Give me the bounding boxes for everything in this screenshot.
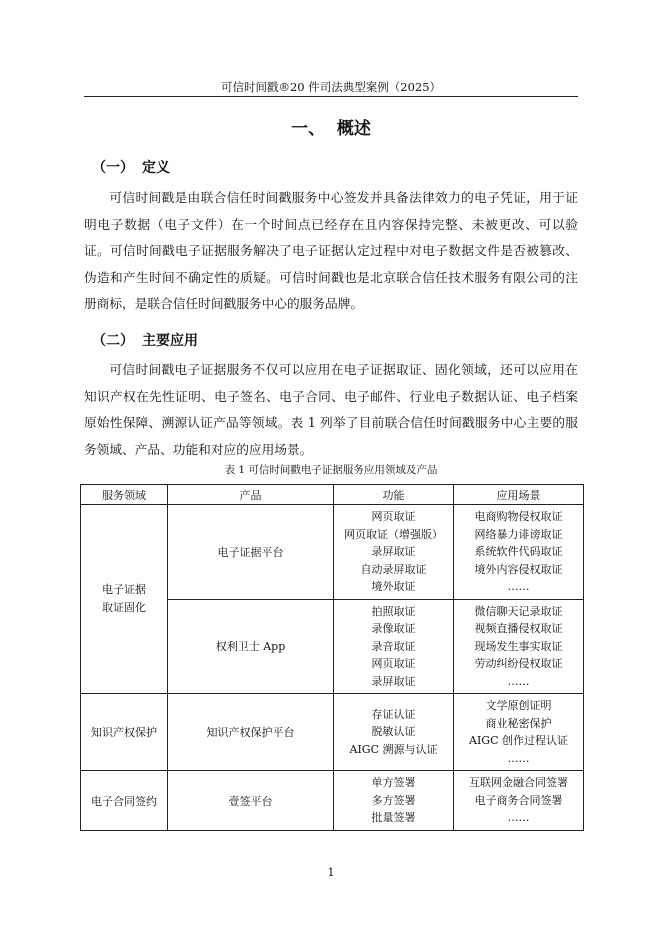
domain-cell: 知识产权保护 (81, 694, 168, 771)
domain-cell: 电子证据 取证固化 (81, 505, 168, 694)
column-header: 服务领域 (81, 485, 168, 505)
scenarios-cell (454, 505, 584, 600)
function-item: 批量签署 (371, 811, 416, 825)
scenario-item: 劳动纠纷侵权取证 (474, 657, 563, 670)
running-header: 可信时间戳®20 件司法典型案例（2025） (220, 80, 442, 94)
functions-cell (334, 771, 454, 831)
scenario-item: 互联网金融合同签署 (469, 776, 568, 790)
section-number: （一） (92, 160, 134, 176)
page-title: 一、 概述 (291, 119, 371, 139)
scenarios-cell (454, 771, 584, 831)
function-item: 单方签署 (371, 776, 416, 790)
service-table (80, 484, 584, 831)
section-heading-text: 主要应用 (142, 333, 198, 349)
functions-cell (334, 505, 454, 600)
table-caption: 表 1 可信时间戳电子证据服务应用领域及产品 (224, 464, 438, 476)
table-row (81, 694, 584, 771)
scenario-item: …… (507, 811, 530, 825)
section-number: （二） (92, 333, 134, 349)
column-header: 功能 (334, 485, 454, 505)
scenario-item: 商业秘密保护 (485, 716, 552, 730)
scenario-item: 网络暴力诽谤取证 (474, 527, 563, 541)
scenario-item: …… (507, 580, 530, 593)
function-item: 境外取证 (371, 580, 416, 593)
table-header-row (81, 485, 584, 505)
page-number: 1 (327, 866, 335, 879)
functions-cell (334, 694, 454, 771)
function-item: 网页取证（增强版） (344, 527, 443, 541)
product-cell: 知识产权保护平台 (168, 694, 334, 771)
applications-paragraph: 可信时间戳电子证据服务不仅可以应用在电子证据取证、固化领域，还可以应用在知识产权在先性证明、电子签名、电子合同、电子邮件、行业电子数据认证、电子档案原始性保障、溯源认证产品等领域。表 1 列举了目前联合信任时间戳服务中心主要的服务领域、产品、功能和对应的应用场景。 (84, 362, 578, 457)
function-item: 网页取证 (371, 510, 416, 523)
function-item: 多方签署 (371, 793, 416, 807)
section-heading-definition (92, 157, 170, 177)
product-cell: 电子证据平台 (168, 505, 334, 600)
function-item: 自动录屏取证 (360, 562, 427, 576)
scenario-item: 境外内容侵权取证 (474, 562, 563, 576)
section-heading-applications (92, 330, 198, 350)
function-item: AIGC 溯源与认证 (349, 742, 438, 756)
function-item: 网页取证 (371, 657, 416, 670)
function-item: 录像取证 (371, 622, 416, 635)
scenarios-cell (454, 694, 584, 771)
scenario-item: 微信聊天记录取证 (474, 604, 563, 618)
function-item: 存证认证 (371, 707, 416, 721)
scenario-item: 系统软件代码取证 (474, 545, 563, 558)
function-item: 录音取证 (371, 639, 416, 653)
function-item: 录屏取证 (371, 674, 416, 688)
scenario-item: …… (507, 751, 530, 765)
header-divider (84, 96, 578, 97)
column-header: 产品 (168, 485, 334, 505)
function-item: 录屏取证 (371, 545, 416, 558)
section-heading-text: 定义 (142, 160, 170, 176)
function-item: 脱敏认证 (371, 725, 416, 739)
table-row (81, 771, 584, 831)
scenarios-cell (454, 599, 584, 694)
scenario-item: 电子商务合同签署 (474, 793, 563, 807)
definition-paragraph: 可信时间戳是由联合信任时间戳服务中心签发并具备法律效力的电子凭证，用于证明电子数据（电子文件）在一个时间点已经存在且内容保持完整、未被更改、可以验证。可信时间戳电子证据服务解决了电子证据认定过程中对电子数据文件是否被篡改、伪造和产生时间不确定性的质疑。可信时间戳也是北京联合信任技术服务有限公司的注册商标，是联合信任时间戳服务中心的服务品牌。 (84, 190, 578, 311)
column-header: 应用场景 (454, 485, 584, 505)
functions-cell (334, 599, 454, 694)
scenario-item: …… (507, 674, 530, 688)
scenario-item: AIGC 创作过程认证 (469, 734, 568, 747)
product-cell: 壹签平台 (168, 771, 334, 831)
scenario-item: 文学原创证明 (485, 699, 552, 712)
domain-cell: 电子合同签约 (81, 771, 168, 831)
function-item: 拍照取证 (371, 604, 416, 618)
scenario-item: 电商购物侵权取证 (474, 510, 563, 523)
product-cell: 权利卫士 App (168, 599, 334, 694)
table-row (81, 505, 584, 600)
scenario-item: 现场发生事实取证 (474, 639, 563, 653)
scenario-item: 视频直播侵权取证 (474, 622, 563, 635)
